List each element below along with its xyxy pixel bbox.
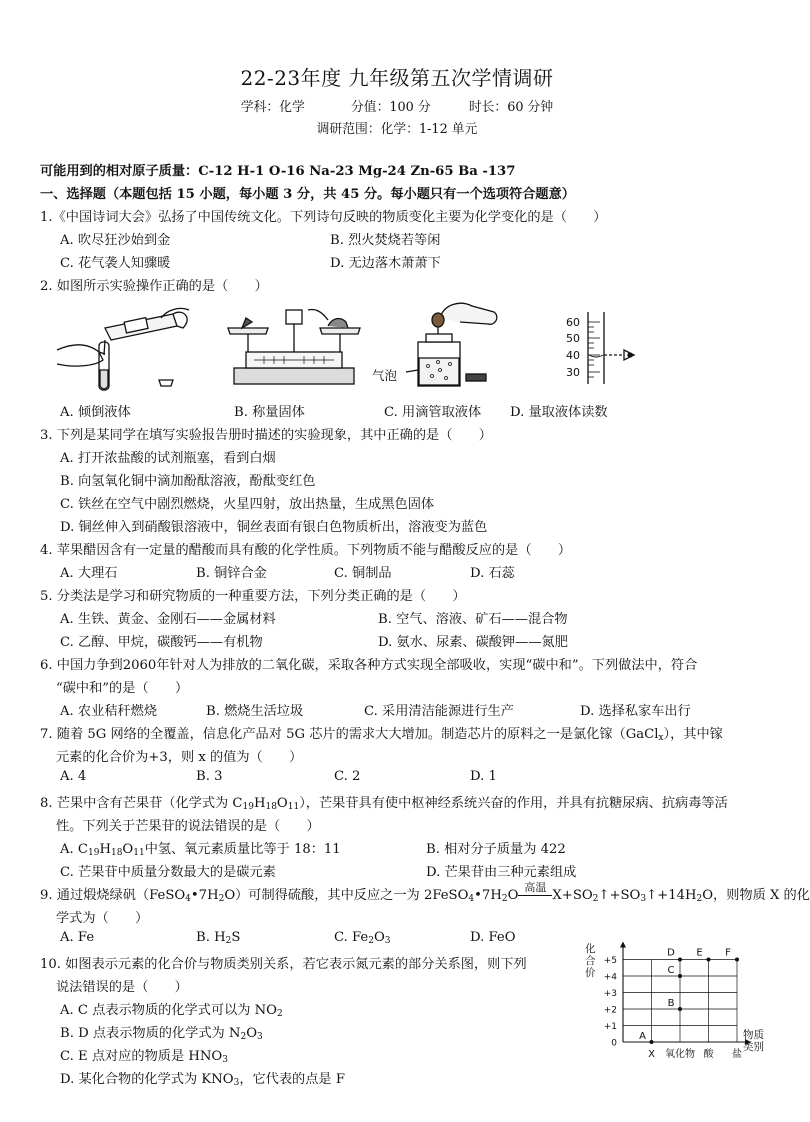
q10-text: A. C 点表示物质的化学式可以为 NO (60, 1003, 277, 1018)
q9-text: B. H (196, 930, 226, 945)
q9-sub: 2 (218, 894, 225, 904)
q10-option-d (60, 1068, 345, 1087)
q9-stem-line2: 学式为（ ） (56, 911, 149, 926)
q9-option-d: D. FeO (470, 930, 516, 945)
y-tick-label: +4 (603, 972, 617, 983)
q8-option-b: B. 相对分子质量为 422 (426, 842, 566, 857)
q4-option-d: D. 石蕊 (470, 566, 515, 581)
point-A (650, 1040, 654, 1044)
q9-sub: 2 (225, 936, 232, 946)
valence-category-chart (575, 940, 780, 1090)
q3-option-b: B. 向氢氧化铜中滴加酚酞溶液，酚酞变红色 (60, 474, 316, 489)
point-E (707, 958, 711, 962)
q9-text: ↑+14H (646, 888, 697, 903)
q9-text: O (373, 930, 385, 945)
q8-stem-line2: 性。下列关于芒果苷的说法错误的是（ ） (56, 819, 320, 834)
q9-sub: 3 (640, 894, 647, 904)
pouring-liquid-illustration (55, 300, 195, 392)
q10-sub: 3 (233, 1078, 240, 1088)
q9-option-a: A. Fe (60, 930, 95, 945)
q5-stem: 5. 分类法是学习和研究物质的一种重要方法，下列分类正确的是（ ） (40, 589, 466, 604)
q3-stem: 3. 下列是某同学在填写实验报告册时描述的实验现象，其中正确的是（ ） (40, 428, 492, 443)
scale-40: 40 (566, 349, 580, 362)
q7-text: ），其中镓 (663, 727, 723, 742)
q7-stem-line2: 元素的化合价为+3，则 x 的值为（ ） (56, 750, 303, 765)
q8-text: O (122, 842, 134, 857)
x-category-label: X (648, 1049, 655, 1060)
y-axis-title: 合 (585, 955, 596, 967)
q9-text: •7H (190, 888, 219, 903)
q10-text: C. E 点对应的物质是 HNO (60, 1049, 223, 1064)
q9-sub: 4 (185, 894, 191, 904)
q9-sub: 4 (468, 894, 475, 904)
q8-text: H (253, 796, 266, 811)
q6-stem-line1: 6. 中国力争到2060年针对人为排放的二氧化碳，采取各种方式实现全部吸收，实现“碳中和”。下列做法中，符合 (40, 658, 698, 673)
q10-option-c (60, 1045, 228, 1064)
q9-option-c (334, 930, 391, 945)
q7-option-c: C. 2 (334, 769, 361, 784)
q5-option-b: B. 空气、溶液、矿石——混合物 (378, 612, 568, 627)
scale-50: 50 (566, 332, 580, 345)
q7-option-d: D. 1 (470, 769, 497, 784)
duration: 时长：60 分钟 (468, 100, 554, 115)
q9-text: S (231, 930, 241, 945)
q5-option-a: A. 生铁、黄金、金刚石——金属材料 (60, 612, 276, 627)
q8-option-a (60, 838, 341, 857)
exam-info (0, 96, 794, 115)
q6-option-d: D. 选择私家车出行 (580, 704, 691, 719)
q8-text: 中氢、氧元素质量比等于 18：11 (144, 842, 341, 857)
q7-sub: x (658, 733, 664, 743)
q9-text: 9. 通过煅烧绿矾（FeSO (40, 888, 186, 903)
y-tick-label: 0 (611, 1038, 617, 1049)
q8-sub: 11 (287, 802, 300, 812)
q6-option-a: A. 农业秸秆燃烧 (60, 704, 158, 719)
q8-sub: 19 (88, 848, 100, 858)
graduated-cylinder-illustration (560, 310, 646, 386)
q8-text: O (276, 796, 288, 811)
point-label-B: B (667, 998, 675, 1009)
point-label-A: A (639, 1031, 646, 1042)
y-tick-label: +2 (603, 1005, 617, 1016)
q9-text: O，则物质 X 的化 (702, 888, 810, 903)
dropper-illustration (400, 300, 510, 392)
q1-option-c: C. 花气袭人知骤暖 (60, 256, 171, 271)
q6-option-c: C. 采用清洁能源进行生产 (364, 704, 514, 719)
q8-text: H (99, 842, 111, 857)
point-C (678, 974, 682, 978)
point-label-D: D (667, 947, 675, 959)
point-D (678, 958, 682, 962)
q7-text: 7. 随着 5G 网络的全覆盖，信息化产品对 5G 芯片的需求大大增加。制造芯片的原料之一是氯化镓（GaCl (40, 727, 659, 742)
atomic-masses: 可能用到的相对原子质量：C-12 H-1 O-16 Na-23 Mg-24 Zn-65 Ba -137 (40, 164, 516, 179)
score: 分值：100 分 (350, 100, 431, 115)
q7-option-a: A. 4 (60, 769, 87, 784)
point-label-E: E (696, 947, 703, 959)
q2-option-b: B. 称量固体 (234, 405, 305, 420)
q3-option-d: D. 铜丝伸入到硝酸银溶液中，铜丝表面有银白色物质析出，溶液变为蓝色 (60, 520, 488, 535)
q9-option-b (196, 930, 240, 945)
x-axis-title: 物质 (743, 1029, 764, 1041)
q9-text: O (507, 888, 519, 903)
y-axis-arrow (620, 942, 626, 948)
q1-stem: 1.《中国诗词大会》弘扬了中国传统文化。下列诗句反映的物质变化主要为化学变化的是（ ） (40, 210, 607, 225)
q8-text: A. C (60, 842, 88, 857)
q1-option-d: D. 无边落木萧萧下 (330, 256, 441, 271)
q10-text: ，它代表的点是 F (239, 1072, 345, 1087)
q4-option-a: A. 大理石 (60, 566, 118, 581)
q3-option-a: A. 打开浓盐酸的试剂瓶塞，看到白烟 (60, 451, 276, 466)
point-label-F: F (725, 947, 731, 959)
q8-text: ），芒果苷具有使中枢神经系统兴奋的作用，并具有抗糖尿病、抗病毒等活 (299, 796, 728, 811)
scale-60: 60 (566, 316, 580, 329)
q10-text: B. D 点表示物质的化学式为 N (60, 1026, 241, 1041)
y-tick-label: +5 (603, 956, 617, 966)
q9-sub: 2 (592, 894, 599, 904)
q9-text: •7H (474, 888, 502, 903)
balance-illustration (224, 306, 364, 388)
point-label-C: C (667, 965, 675, 976)
q8-text: 8. 芒果中含有芒果苷（化学式为 C (40, 796, 243, 811)
q4-option-b: B. 铜锌合金 (196, 566, 267, 581)
q10-sub: 2 (276, 1009, 283, 1019)
page-title: 22-23年度 九年级第五次学情调研 (240, 66, 554, 90)
q7-stem-line1 (40, 723, 723, 742)
scope: 调研范围：化学：1-12 单元 (316, 122, 478, 137)
q9-text: C. Fe (334, 930, 369, 945)
q1-option-b: B. 烈火焚烧若等闲 (330, 233, 441, 248)
q4-option-c: C. 铜制品 (334, 566, 392, 581)
q10-option-a (60, 999, 283, 1018)
q8-option-c: C. 芒果苷中质量分数最大的是碳元素 (60, 865, 276, 880)
section-heading: 一、选择题（本题包括 15 小题，每小题 3 分，共 45 分。每小题只有一个选项符合题意） (40, 187, 575, 202)
x-category-label: 氧化物 (665, 1049, 695, 1060)
q9-sub: 2 (696, 894, 703, 904)
q10-sub: 3 (257, 1032, 263, 1042)
q7-option-b: B. 3 (196, 769, 223, 784)
x-category-label: 酸 (703, 1049, 714, 1060)
q10-stem-line2: 说法错误的是（ ） (56, 980, 188, 995)
q10-sub: 2 (240, 1032, 247, 1042)
q9-reaction-condition: 高温 (518, 879, 552, 896)
y-tick-label: +3 (603, 989, 617, 999)
point-B (678, 1007, 682, 1011)
q5-option-c: C. 乙醇、甲烷，碳酸钙——有机物 (60, 635, 263, 650)
q2-option-c: C. 用滴管取液体 (384, 405, 482, 420)
subject: 学科：化学 (240, 100, 305, 115)
q8-stem-line1 (40, 792, 728, 811)
q6-stem-line2: “碳中和”的是（ ） (56, 681, 189, 696)
q2-option-a: A. 倾倒液体 (60, 405, 131, 420)
y-axis-title: 价 (585, 967, 596, 979)
q2-stem: 2. 如图所示实验操作正确的是（ ） (40, 279, 268, 294)
q8-sub: 19 (242, 802, 254, 812)
q1-option-a: A. 吹尽狂沙始到金 (60, 233, 171, 248)
q6-option-b: B. 燃烧生活垃圾 (206, 704, 304, 719)
y-tick-label: +1 (603, 1022, 617, 1032)
x-category-label: 盐 (732, 1049, 742, 1060)
q10-stem-line1: 10. 如图表示元素的化合价与物质类别关系，若它表示氮元素的部分关系图，则下列 (40, 957, 527, 972)
scale-30: 30 (566, 366, 580, 379)
q9-text: ↑+SO (598, 888, 641, 903)
q9-sub: 2 (368, 936, 374, 946)
q8-sub: 18 (265, 802, 277, 812)
q9-sub: 3 (384, 936, 391, 946)
q4-stem: 4. 苹果醋因含有一定量的醋酸而具有酸的化学性质。下列物质不能与醋酸反应的是（ ） (40, 543, 572, 558)
q8-sub: 11 (133, 848, 145, 858)
bubble-label: 气泡 (372, 368, 398, 383)
q5-option-d: D. 氨水、尿素、碳酸钾——氮肥 (378, 635, 568, 650)
x-axis-title: 类别 (743, 1041, 764, 1053)
q10-sub: 3 (222, 1055, 228, 1065)
q2-option-d: D. 量取液体读数 (510, 405, 608, 420)
q9-stem-line1 (40, 881, 810, 904)
point-F (735, 958, 739, 962)
q8-sub: 18 (110, 848, 123, 858)
q8-option-d: D. 芒果苷由三种元素组成 (426, 865, 577, 880)
q10-text: D. 某化合物的化学式为 KNO (60, 1072, 234, 1087)
q9-sub: 2 (501, 894, 508, 904)
q9-text: X+SO (552, 888, 593, 903)
q10-text: O (246, 1026, 257, 1041)
y-axis-title: 化 (585, 943, 596, 955)
q9-text: O）可制得硫酸，其中反应之一为 2FeSO (224, 888, 469, 903)
q3-option-c: C. 铁丝在空气中剧烈燃烧，火星四射，放出热量，生成黑色固体 (60, 497, 435, 512)
q10-option-b (60, 1022, 263, 1041)
